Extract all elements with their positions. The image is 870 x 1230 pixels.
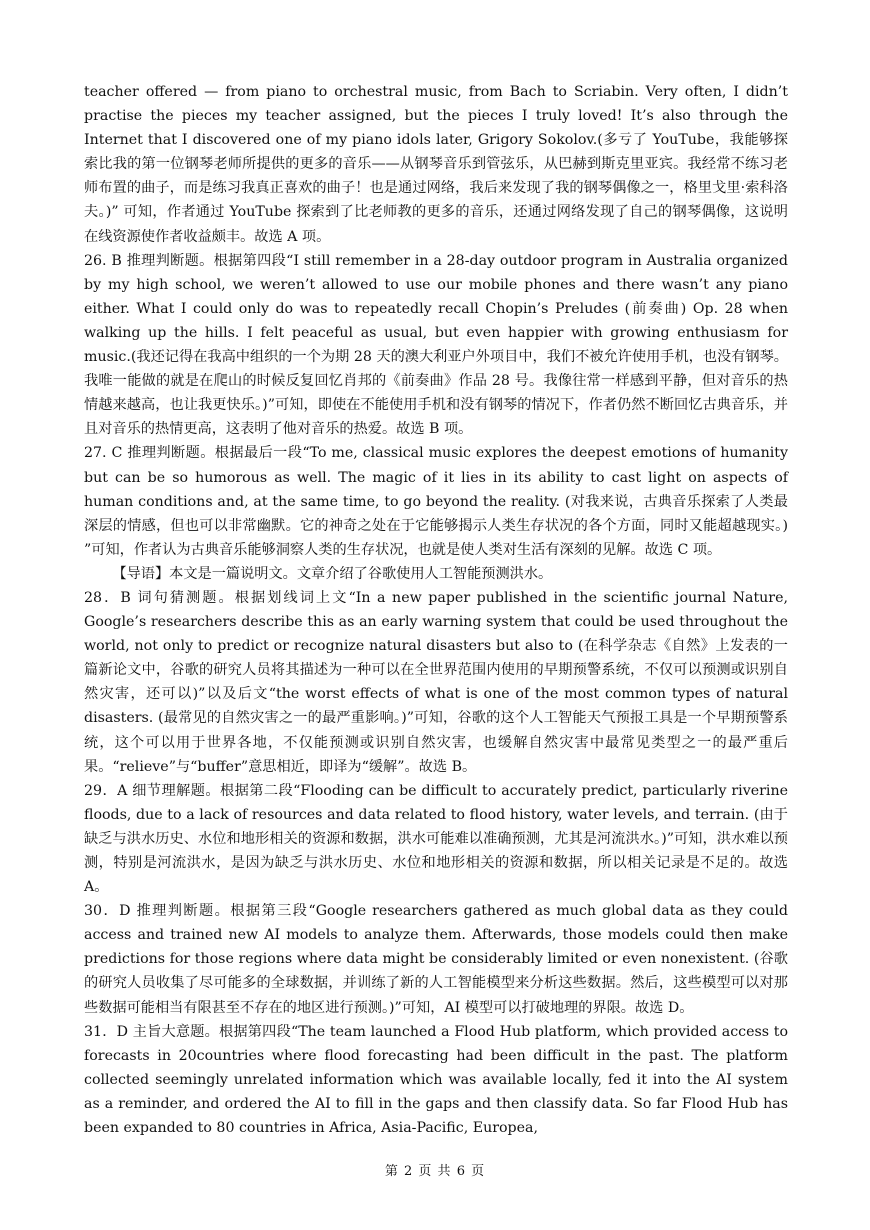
passage-intro: 【导语】本文是一篇说明文。文章介绍了谷歌使用人工智能预测洪水。 [112, 565, 553, 582]
paragraph-continuation: teacher offered — from piano to orchestral music, from Bach to Scriabin. Very often, I didn’t practise the pieces my teacher assigned, but the pieces I truly loved! It’s also through the Internet that I discovered one of my piano idols later, Grigory Sokolov.(多亏了 YouTube，我能够探索比我的第一位钢琴老师所提供的更多的音乐——从钢琴音乐到管弦乐，从巴赫到斯克里亚宾。我经常不练习老师布置的曲子，而是练习我真正喜欢的曲子！也是通过网络，我后来发现了我的钢琴偶像之一，格里戈里·索科洛夫。)” 可知，作者通过 YouTube 探索到了比老师教的更多的音乐，还通过网络发现了自己的钢琴偶像，这说明在线资源使作者收益颇丰。故选 A 项。 [84, 84, 788, 245]
answer-26: 26. B 推理判断题。根据第四段“I still remember in a 28-day outdoor program in Australia organized by my high school, we weren’t allowed to use our mobile phones and there wasn’t any piano either. What I could only do was to repeatedly recall Chopin’s Preludes (前奏曲) Op. 28 when walking up the hills. I felt peaceful as usual, but even happier with growing enthusiasm for music.(我还记得在我高中组织的一个为期 28 天的澳大利亚户外项目中，我们不被允许使用手机，也没有钢琴。我唯一能做的就是在爬山的时候反复回忆肖邦的《前奏曲》作品 28 号。我像往常一样感到平静，但对音乐的热情越来越高，也让我更快乐。)”可知，即使在不能使用手机和没有钢琴的情况下，作者仍然不断回忆古典音乐，并且对音乐的热情更高，这表明了他对音乐的热爱。故选 B 项。 [84, 252, 788, 438]
answer-30: 30．D 推理判断题。根据第三段“Google researchers gathered as much global data as they could access and trained new AI models to analyze them. Afterwards, those models could then make predictions for those regions where data might be considerably limited or even nonexistent. (谷歌的研究人员收集了尽可能多的全球数据，并训练了新的人工智能模型来分析这些数据。然后，这些模型可以对那些数据可能相当有限甚至不存在的地区进行预测。)”可知，AI 模型可以打破地理的界限。故选 D。 [84, 903, 788, 1016]
answer-31: 31．D 主旨大意题。根据第四段“The team launched a Flood Hub platform, which provided access to forecasts in 20countries where flood forecasting had been difficult in the past. The platform collected seemingly unrelated information which was available locally, fed it into the AI system as a reminder, and ordered the AI to fill in the gaps and then classify data. So far Flood Hub has been expanded to 80 countries in Africa, Asia-Pacific, Europea, [84, 1023, 788, 1137]
document-body [84, 80, 788, 1140]
page-footer: 第 2 页 共 6 页 [384, 1164, 486, 1179]
answer-29: 29．A 细节理解题。根据第二段“Flooding can be difficult to accurately predict, particularly riverine floods, due to a lack of resources and data related to flood history, water levels, and terrain. (由于缺乏与洪水历史、水位和地形相关的资源和数据，洪水可能难以准确预测，尤其是河流洪水。)”可知，洪水难以预测，特别是河流洪水，是因为缺乏与洪水历史、水位和地形相关的资源和数据，所以相关记录是不足的。故选 A。 [84, 782, 788, 896]
answer-28: 28．B 词句猜测题。根据划线词上文“In a new paper published in the scientific journal Nature, Google’s researchers describe this as an early warning system that could be used throughout the world, not only to predict or recognize natural disasters but also to (在科学杂志《自然》上发表的一篇新论文中，谷歌的研究人员将其描述为一种可以在全世界范围内使用的早期预警系统，不仅可以预测或识别自然灾害，还可以)”以及后文“the worst effects of what is one of the most common types of natural disasters. (最常见的自然灾害之一的最严重影响。)”可知，谷歌的这个人工智能天气预报工具是一个早期预警系统，这个可以用于世界各地，不仅能预测或识别自然灾害，也缓解自然灾害中最常见类型之一的最严重后果。“relieve”与“buffer”意思相近，即译为“缓解”。故选 B。 [84, 589, 788, 775]
answer-27: 27. C 推理判断题。根据最后一段“To me, classical music explores the deepest emotions of humanity but can be so humorous as well. The magic of it lies in its ability to cast light on aspects of human conditions and, at the same time, to go beyond the reality. (对我来说，古典音乐探索了人类最深层的情感，但也可以非常幽默。它的神奇之处在于它能够揭示人类生存状况的各个方面，同时又能超越现实。) ”可知，作者认为古典音乐能够洞察人类的生存状况，也就是使人类对生活有深刻的见解。故选 C 项。 [84, 445, 788, 558]
